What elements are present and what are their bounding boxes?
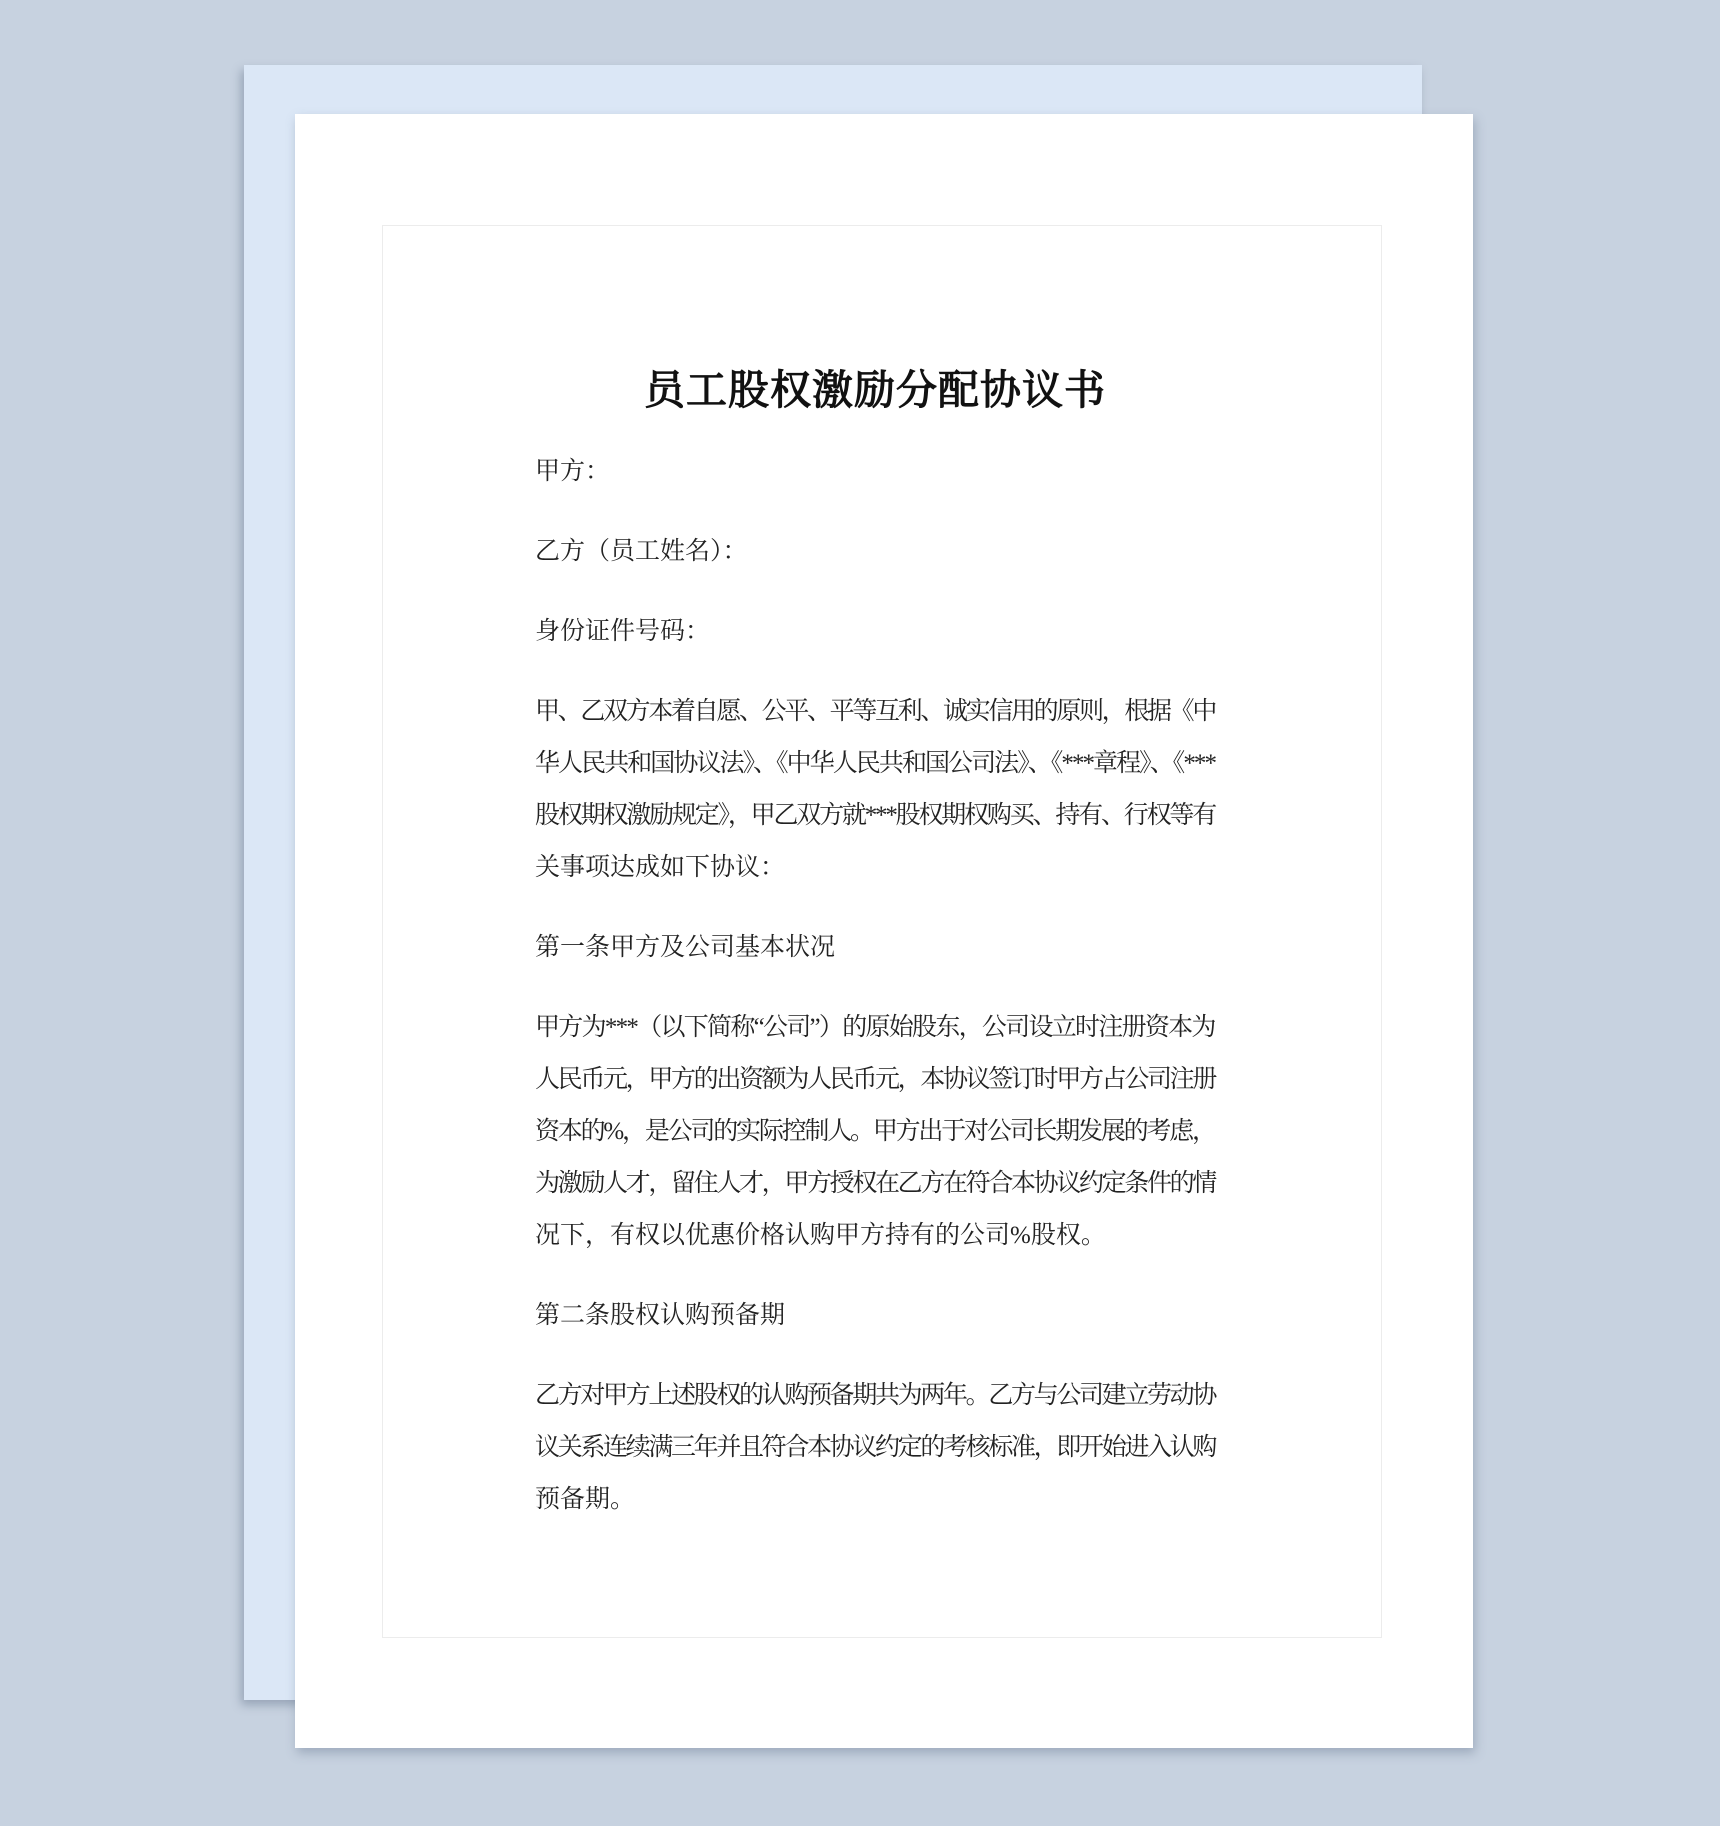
document-page — [295, 114, 1473, 1748]
party-label — [535, 606, 1215, 658]
text-line: 预备期。 — [535, 1486, 636, 1513]
text-line: 第二条股权认购预备期 — [535, 1302, 786, 1329]
text-line: 乙方对甲方上述股权的认购预备期共为两年。乙方与公司建立劳动协 — [535, 1382, 1216, 1409]
document-content — [535, 360, 1215, 1554]
party-label — [535, 446, 1215, 498]
text-line: 为激励人才，留住人才，甲方授权在乙方在符合本协议约定条件的情 — [535, 1170, 1216, 1197]
text-line: 乙方（员工姓名）： — [535, 538, 748, 565]
body-paragraph — [535, 1370, 1215, 1526]
text-line: 议关系连续满三年并且符合本协议约定的考核标准，即开始进入认购 — [535, 1434, 1216, 1461]
text-line: 甲、乙双方本着自愿、公平、平等互利、诚实信用的原则，根据《中 — [535, 698, 1216, 725]
clause-heading — [535, 1290, 1215, 1342]
text-line: 关事项达成如下协议： — [535, 854, 786, 881]
text-line: 华人民共和国协议法》、《中华人民共和国公司法》、《***章程》、《*** — [535, 750, 1216, 777]
text-line: 甲方： — [535, 458, 611, 485]
text-line: 人民币元，甲方的出资额为人民币元，本协议签订时甲方占公司注册 — [535, 1066, 1216, 1093]
text-line: 身份证件号码： — [535, 618, 711, 645]
text-line: 第一条甲方及公司基本状况 — [535, 934, 836, 961]
party-label — [535, 526, 1215, 578]
text-line: 况下，有权以优惠价格认购甲方持有的公司%股权。 — [535, 1222, 1106, 1249]
text-line: 资本的%，是公司的实际控制人。甲方出于对公司长期发展的考虑， — [535, 1118, 1215, 1145]
text-line: 股权期权激励规定》，甲乙双方就***股权期权购买、持有、行权等有 — [535, 802, 1216, 829]
clause-heading — [535, 922, 1215, 974]
document-title: 员工股权激励分配协议书 — [644, 367, 1106, 413]
body-paragraph — [535, 1002, 1215, 1262]
text-line: 甲方为***（以下简称“公司”）的原始股东，公司设立时注册资本为 — [535, 1014, 1215, 1041]
document-body — [535, 446, 1215, 1526]
body-paragraph — [535, 686, 1215, 894]
